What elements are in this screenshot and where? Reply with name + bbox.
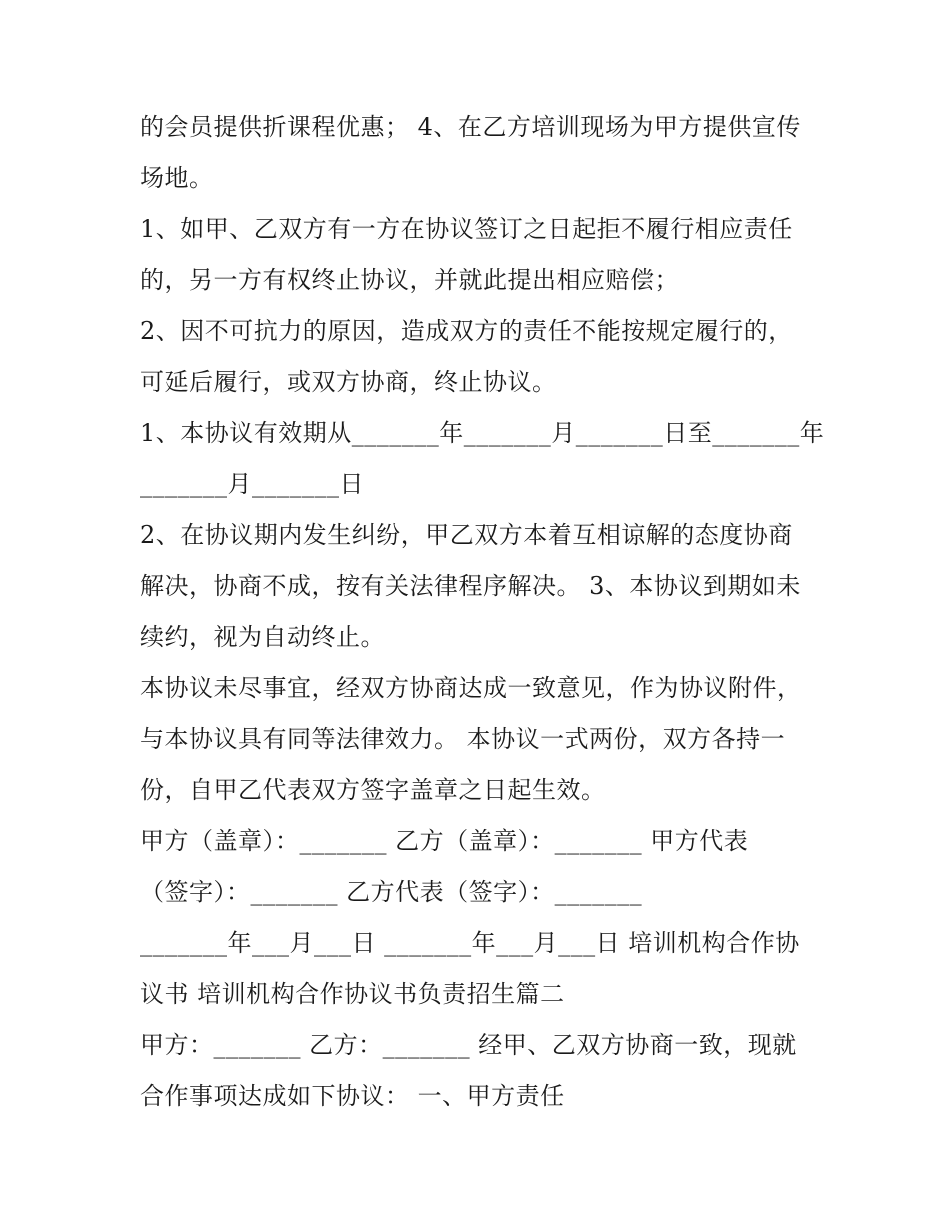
- text-line: 甲方：_______ 乙方：_______ 经甲、乙双方协商一致，现就: [140, 1031, 797, 1059]
- text-line: 份，自甲乙代表双方签字盖章之日起生效。: [140, 776, 606, 804]
- text-line: 续约，视为自动终止。: [140, 623, 385, 651]
- text-line: 场地。: [140, 164, 214, 192]
- text-line: 1、如甲、乙双方有一方在协议签订之日起拒不履行相应责任: [140, 215, 793, 243]
- text-line: 与本协议具有同等法律效力。 本协议一式两份，双方各持一: [140, 725, 786, 753]
- text-line: 1、本协议有效期从_______年_______月_______日至_______年: [140, 419, 825, 447]
- document-body: [140, 102, 825, 1122]
- text-line: 的，另一方有权终止协议，并就此提出相应赔偿；: [140, 266, 679, 294]
- text-line: 的会员提供折课程优惠； 4、在乙方培训现场为甲方提供宣传: [140, 113, 801, 141]
- text-line: 本协议未尽事宜，经双方协商达成一致意见，作为协议附件，: [140, 674, 802, 702]
- text-line: 可延后履行，或双方协商，终止协议。: [140, 368, 557, 396]
- text-line: 甲方（盖章）：_______ 乙方（盖章）：_______ 甲方代表: [140, 827, 749, 855]
- text-line: 2、因不可抗力的原因，造成双方的责任不能按规定履行的，: [140, 317, 793, 345]
- text-line: 议书 培训机构合作协议书负责招生篇二: [140, 980, 565, 1008]
- text-line: 合作事项达成如下协议： 一、甲方责任: [140, 1082, 565, 1110]
- text-line: 解决，协商不成，按有关法律程序解决。 3、本协议到期如未: [140, 572, 801, 600]
- text-line: （签字）：_______ 乙方代表（签字）：_______: [140, 878, 643, 906]
- text-line: _______年___月___日 _______年___月___日 培训机构合作协: [140, 929, 800, 957]
- text-line: _______月_______日: [140, 470, 364, 498]
- text-line: 2、在协议期内发生纠纷，甲乙双方本着互相谅解的态度协商: [140, 521, 793, 549]
